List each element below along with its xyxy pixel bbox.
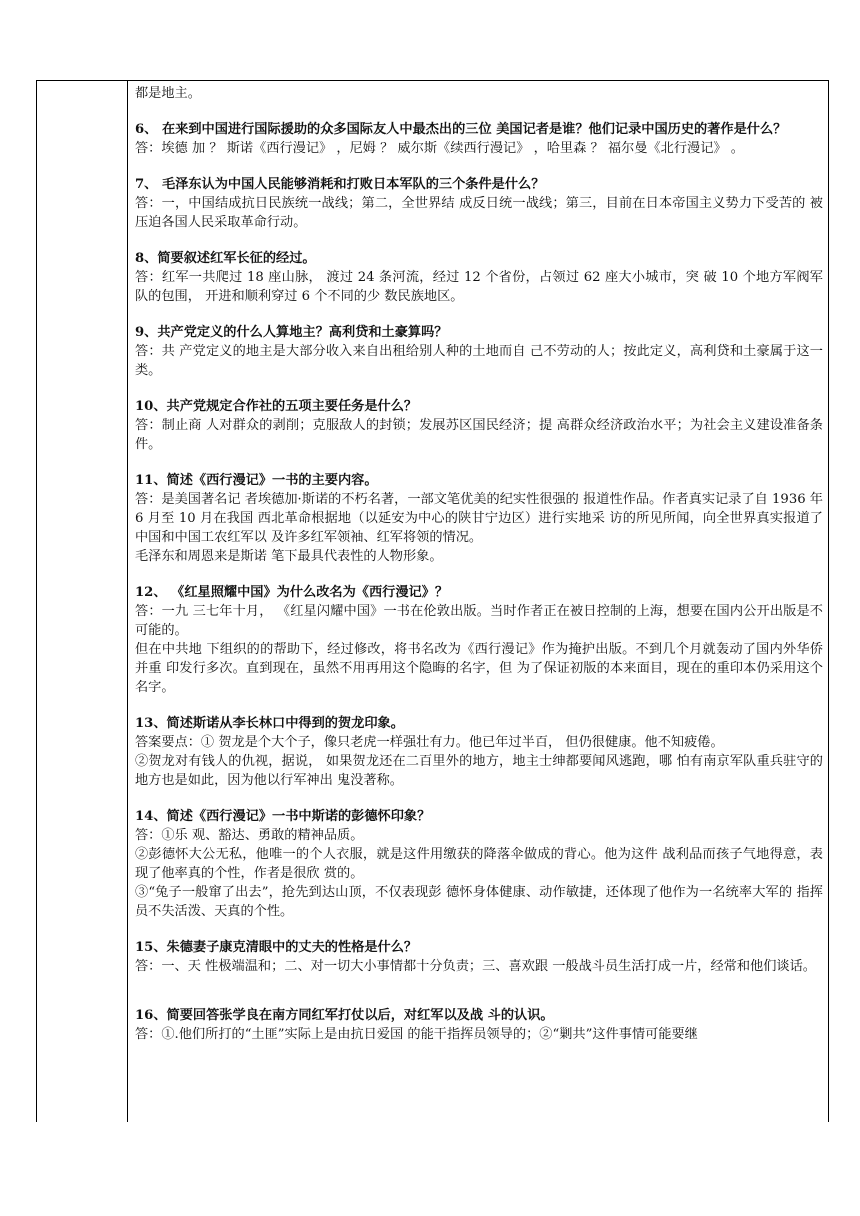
- answer-12-para-2: 但在中共地 下组织的的帮助下，经过修改，将书名改为《西行漫记》作为掩护出版。不到几个月就轰动了国内外华侨并重 印发行多次。直到现在，虽然不用再用这个隐晦的名字，但 为了保证初版的本来面目，现在的重印本仍采用这个名字。: [135, 642, 823, 695]
- answer-14-para-3: ③“兔子一般窜了出去”，抢先到达山顶，不仅表现彭 德怀身体健康、动作敏捷，还体现了他作为一名统率大军的 指挥员不失活泼、天真的个性。: [135, 885, 823, 919]
- answer-11-para-1: 答：是美国著名记 者埃德加·斯诺的不朽名著，一部文笔优美的纪实性很强的 报道性作品。作者真实记录了自 1936 年 6 月至 10 月在我国 西北革命根据地（以延安为中心的陕甘宁边区）进行实地采 访的所见所闻，向全世界真实报道了中国和中国工农红军以 及许多红军领袖、红军将领的情况。: [135, 492, 823, 545]
- question-9: 9、共产党定义的什么人算地主？高利贷和土豪算吗？: [135, 325, 448, 340]
- question-6: 6、 在来到中国进行国际援助的众多国际友人中最杰出的三位 美国记者是谁？他们记录中国历史的著作是什么？: [135, 122, 787, 137]
- question-12: 12、 《红星照耀中国》为什么改名为《西行漫记》？: [135, 585, 449, 600]
- question-16: 16、简要回答张学良在南方同红军打仗以后，对红军以及战 斗的认识。: [135, 1008, 554, 1023]
- answer-12-para-1: 答：一九 三七年十月， 《红星闪耀中国》一书在伦敦出版。当时作者正在被日控制的上海，想要在国内公开出版是不可能的。: [135, 604, 823, 638]
- question-14: 14、简述《西行漫记》一书中斯诺的彭德怀印象？: [135, 809, 431, 824]
- answer-16: 答：①.他们所打的“土匪”实际上是由抗日爱国 的能干指挥员领导的；②“剿共”这件事情可能要继: [135, 1027, 698, 1042]
- answer-13-para-2: ②贺龙对有钱人的仇视，据说， 如果贺龙还在二百里外的地方，地主士绅都要闻风逃跑，哪 怕有南京军队重兵驻守的地方也是如此，因为他以行军神出 鬼没著称。: [135, 754, 823, 788]
- question-13: 13、简述斯诺从李长林口中得到的贺龙印象。: [135, 716, 404, 731]
- question-7: 7、 毛泽东认为中国人民能够消耗和打败日本军队的三个条件是什么？: [135, 177, 545, 192]
- question-8: 8、简要叙述红军长征的经过。: [135, 251, 316, 266]
- answer-7: 答：一，中国结成抗日民族统一战线；第二，全世界结 成反日统一战线；第三，目前在日本帝国主义势力下受苦的 被压迫各国人民采取革命行动。: [135, 196, 823, 230]
- question-15: 15、朱德妻子康克清眼中的丈夫的性格是什么？: [135, 940, 418, 955]
- answer-14-para-1: 答：①乐 观、豁达、勇敢的精神品质。: [135, 828, 364, 843]
- answer-10: 答：制止商 人对群众的剥削；克服敌人的封锁；发展苏区国民经济；提 高群众经济政治水平；为社会主义建设准备条件。: [135, 418, 823, 452]
- question-11: 11、简述《西行漫记》一书的主要内容。: [135, 473, 378, 488]
- answer-11-para-2: 毛泽东和周恩来是斯诺 笔下最具代表性的人物形象。: [135, 549, 443, 564]
- answer-15: 答：一、天 性极端温和；二、对一切大小事情都十分负责；三、喜欢跟 一般战斗员生活打成一片，经常和他们谈话。: [135, 959, 816, 974]
- answer-6: 答：埃德 加 ？ 斯诺《西行漫记》 ，尼姆 ？ 威尔斯《续西行漫记》 ，哈里森 ？ 福尔曼《北行漫记》 。: [135, 141, 744, 156]
- lead-line: 都是地主。: [135, 86, 201, 101]
- table-column-divider: [127, 80, 128, 1122]
- answer-13-para-1: 答案要点：① 贺龙是个大个子，像只老虎一样强壮有力。他已年过半百， 但仍很健康。他不知疲倦。: [135, 735, 724, 750]
- answer-8: 答：红军一共爬过 18 座山脉， 渡过 24 条河流，经过 12 个省份，占领过 62 座大小城市，突 破 10 个地方军阀军队的包围， 开进和顺利穿过 6 个不同的少 数民族地区。: [135, 270, 823, 304]
- content-cell: [135, 84, 823, 1044]
- answer-14-para-2: ②彭德怀大公无私，他唯一的个人衣服，就是这件用缴获的降落伞做成的背心。他为这件 战利品而孩子气地得意，表现了他率真的个性，作者是很欣 赏的。: [135, 847, 823, 881]
- question-10: 10、共产党规定合作社的五项主要任务是什么？: [135, 399, 418, 414]
- answer-9: 答：共 产党定义的地主是大部分收入来自出租给别人种的土地而自 己不劳动的人；按此定义，高利贷和土豪属于这一类。: [135, 344, 823, 378]
